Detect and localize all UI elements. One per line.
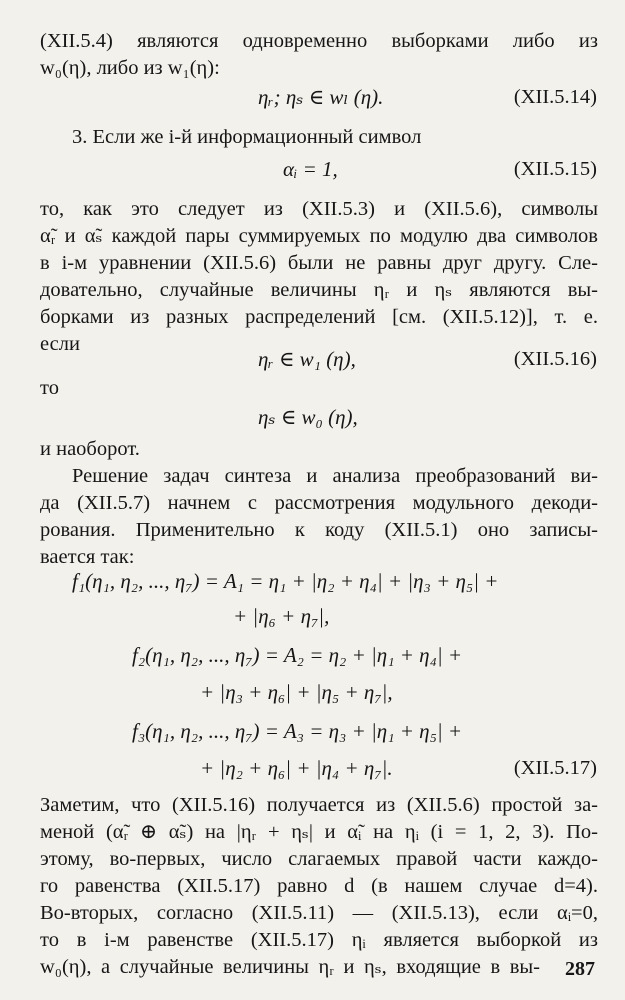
text-line: α̃ᵣ и α̃ₛ каждой пары суммируемых по модулю два символов: [40, 225, 598, 247]
equation-eta-s: ηₛ ∈ w₀ (η),: [258, 405, 358, 429]
text-line: этому, во-первых, число слагаемых правой части каждо-: [40, 848, 598, 870]
text-line: борками из разных распределений [см. (XII.5.12)], т. е.: [40, 306, 598, 328]
text-line: меной (α̃ᵣ ⊕ α̃ₛ) на |ηᵣ + ηₛ| и α̃ᵢ на ηᵢ (i = 1, 2, 3). По-: [40, 821, 598, 843]
equation-f1: f₁(η₁, η₂, ..., η₇) = A₁ = η₁ + |η₂ + η₄| + |η₃ + η₅| +: [72, 569, 499, 593]
equation-number: (XII.5.15): [513, 158, 597, 180]
text-line: w₀(η), а случайные величины ηᵣ и ηₛ, входящие в вы-: [40, 956, 540, 978]
text-line: довательно, случайные величины ηᵣ и ηₛ являются вы-: [40, 279, 598, 301]
equation-f2-cont: + |η₃ + η₆| + |η₅ + η₇|,: [200, 680, 393, 704]
equation-f3-cont: + |η₂ + η₆| + |η₄ + η₇|.: [200, 756, 393, 780]
text-line: если: [40, 333, 80, 355]
text-line: w₀(η), либо из w₁(η):: [40, 57, 220, 79]
equation-number: (XII.5.17): [513, 757, 597, 779]
text-line: 3. Если же i-й информационный символ: [72, 126, 422, 148]
text-line: вается так:: [40, 546, 135, 568]
text-line: то в i-м равенстве (XII.5.17) ηᵢ является выборкой из: [40, 929, 598, 951]
equation-f1-cont: + |η₆ + η₇|,: [233, 604, 330, 628]
text-line: то, как это следует из (XII.5.3) и (XII.5.6), символы: [40, 198, 598, 220]
text-line: рования. Применительно к коду (XII.5.1) оно записы-: [40, 519, 598, 541]
equation-f3: f₃(η₁, η₂, ..., η₇) = A₃ = η₃ + |η₁ + η₅| +: [132, 719, 463, 743]
text-line: Во-вторых, согласно (XII.5.11) — (XII.5.13), если αᵢ=0,: [40, 902, 598, 924]
text-line: то: [40, 377, 59, 399]
text-line: и наоборот.: [40, 438, 140, 460]
equation-xii-5-16: ηᵣ ∈ w₁ (η),: [258, 347, 356, 371]
equation-number: (XII.5.16): [513, 348, 597, 370]
text-line: в i-м уравнении (XII.5.6) были не равны друг другу. Сле-: [40, 252, 598, 274]
equation-f2: f₂(η₁, η₂, ..., η₇) = A₂ = η₂ + |η₁ + η₄| +: [132, 643, 463, 667]
page-number: 287: [565, 958, 595, 980]
text-line: го равенства (XII.5.17) равно d (в нашем случае d=4).: [40, 875, 598, 897]
text-line: Решение задач синтеза и анализа преобразований ви-: [72, 465, 598, 487]
text-line: (XII.5.4) являются одновременно выборками либо из: [40, 30, 598, 52]
equation-number: (XII.5.14): [513, 86, 597, 108]
text-line: Заметим, что (XII.5.16) получается из (XII.5.6) простой за-: [40, 794, 598, 816]
equation-xii-5-15: αᵢ = 1,: [283, 157, 338, 181]
text-line: да (XII.5.7) начнем с рассмотрения модульного декоди-: [40, 492, 598, 514]
equation-xii-5-14: ηᵣ; ηₛ ∈ wₗ (η).: [258, 85, 384, 109]
